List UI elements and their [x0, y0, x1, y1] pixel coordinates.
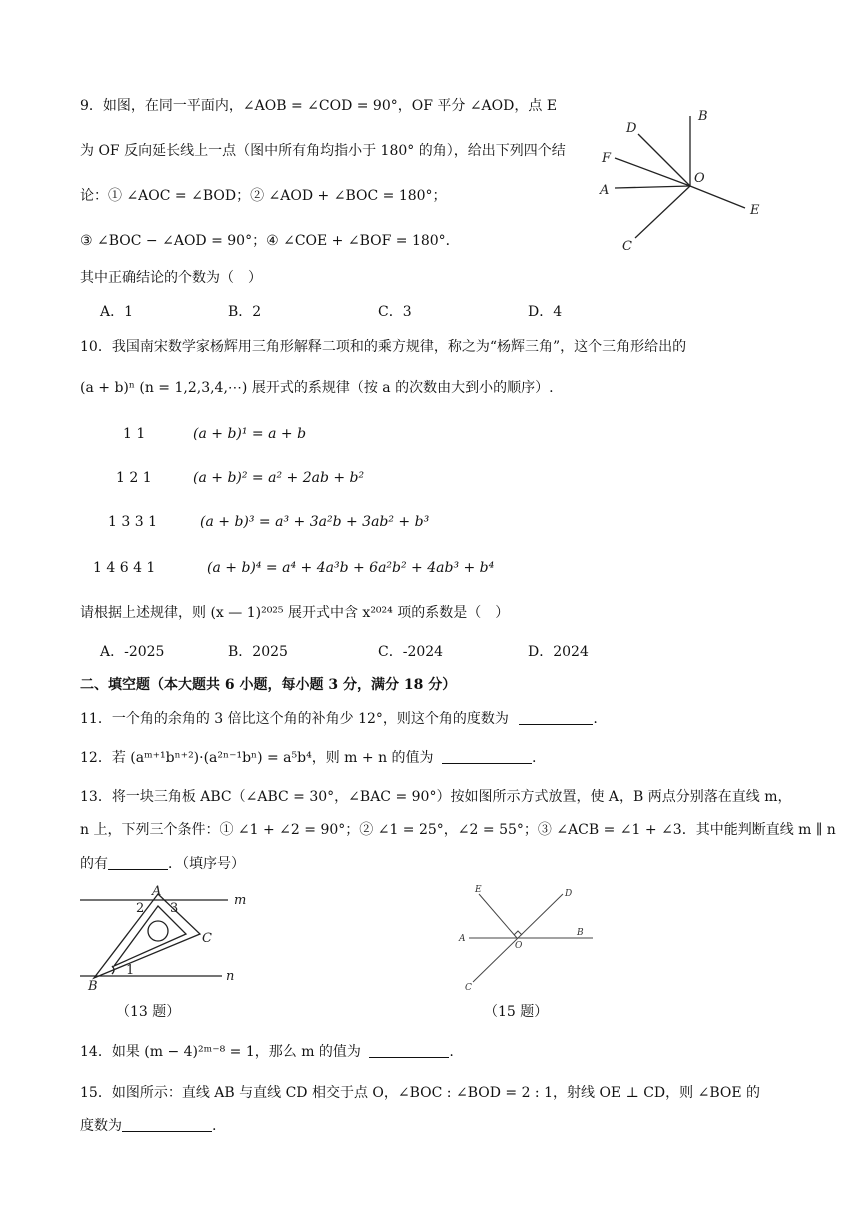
q14-text: 14．如果 (m − 4)²ᵐ⁻⁸ = 1，那么 m 的值为 [80, 1044, 361, 1060]
q15-figure-caption: （15 题） [484, 1004, 549, 1020]
fig9-label-o: O [694, 171, 705, 186]
q11-answer-blank[interactable] [519, 710, 593, 725]
q14-answer-blank[interactable] [369, 1043, 449, 1058]
q12-text: 12．若 (aᵐ⁺¹bⁿ⁺²)·(a²ⁿ⁻¹bⁿ) = a⁵b⁴，则 m + n 的值为 [80, 750, 434, 766]
fig13-label-c: C [202, 931, 212, 946]
q10-option-b[interactable]: B．2025 [228, 644, 288, 660]
fig13-label-3: 3 [170, 901, 179, 916]
triangle-row3-coeffs: 1 3 3 1 [108, 514, 157, 530]
q12-answer-blank[interactable] [442, 749, 532, 764]
q15-answer-blank[interactable] [122, 1117, 212, 1132]
q9-option-d[interactable]: D．4 [528, 304, 563, 320]
q13-line3-start: 的有 [80, 856, 108, 872]
q13-figure-caption: （13 题） [116, 1004, 181, 1020]
q9-option-c[interactable]: C．3 [378, 304, 412, 320]
fig9-label-d: D [626, 121, 637, 136]
q12-end: . [532, 750, 537, 766]
q9-line2: 为 OF 反向延长线上一点（图中所有角均指小于 180° 的角），给出下列四个结 [80, 143, 566, 159]
fig15-label-a: A [459, 934, 466, 944]
q10-option-d[interactable]: D．2024 [528, 644, 589, 660]
ray-oe [690, 186, 745, 208]
q13-answer-blank[interactable] [108, 855, 168, 870]
fig15-label-e: E [475, 885, 482, 895]
q10-option-a[interactable]: A．-2025 [100, 644, 165, 660]
fig15-label-b: B [577, 928, 584, 938]
triangle-row2-coeffs: 1 2 1 [116, 470, 152, 486]
fig9-label-c: C [622, 239, 632, 254]
q10-line3: 请根据上述规律，则 (x — 1)²⁰²⁵ 展开式中含 x²⁰²⁴ 项的系数是（ ） [80, 605, 510, 621]
fig15-label-o: O [515, 941, 523, 951]
q12-line [80, 748, 536, 768]
triangle-row1-formula: (a + b)¹ = a + b [193, 426, 307, 442]
ray-od [638, 134, 690, 186]
q13-line3-end: ．（填序号） [168, 856, 245, 872]
q13-line3 [80, 854, 245, 874]
fig13-label-b: B [88, 979, 98, 994]
q9-option-b[interactable]: B．2 [228, 304, 262, 320]
fig13-label-n: n [226, 969, 235, 984]
q9-line1: 9．如图，在同一平面内，∠AOB = ∠COD = 90°，OF 平分 ∠AOD，点 E [80, 98, 558, 114]
ray-oe [479, 894, 517, 938]
q9-line3: 论：① ∠AOC = ∠BOD；② ∠AOD + ∠BOC = 180°； [80, 188, 447, 204]
q15-end: . [212, 1118, 217, 1134]
q14-end: . [449, 1044, 454, 1060]
ray-oc [635, 186, 690, 238]
q9-line5: 其中正确结论的个数为（ ） [80, 270, 262, 286]
triangle-row4-coeffs: 1 4 6 4 1 [93, 560, 156, 576]
fig9-label-f: F [602, 151, 612, 166]
q9-figure [590, 100, 770, 260]
fig9-label-a: A [600, 183, 610, 198]
q10-line2: (a + b)ⁿ (n = 1,2,3,4,⋯) 展开式的系规律（按 a 的次数由大到小的顺序）. [80, 380, 554, 396]
fig9-label-b: B [698, 109, 708, 124]
section-heading: 二、填空题（本大题共 6 小题，每小题 3 分，满分 18 分） [80, 677, 457, 693]
fig13-label-1: 1 [126, 963, 135, 978]
q13-figure [76, 884, 256, 994]
triangle-row1-coeffs: 1 1 [123, 426, 146, 442]
q15-line1: 15．如图所示：直线 AB 与直线 CD 相交于点 O，∠BOC : ∠BOD = 2 : 1，射线 OE ⊥ CD，则 ∠BOE 的 [80, 1085, 761, 1101]
triangle-abc-outer [94, 894, 200, 978]
q11-line [80, 709, 598, 729]
fig13-label-2: 2 [136, 901, 145, 916]
triangle-row4-formula: (a + b)⁴ = a⁴ + 4a³b + 6a²b² + 4ab³ + b⁴ [207, 560, 495, 576]
triangle-row3-formula: (a + b)³ = a³ + 3a²b + 3ab² + b³ [200, 514, 430, 530]
triangle-hole [148, 921, 168, 941]
q13-line1: 13．将一块三角板 ABC（∠ABC = 30°，∠BAC = 90°）按如图所示方式放置，使 A，B 两点分别落在直线 m， [80, 789, 792, 805]
ray-oa [615, 186, 690, 188]
q9-option-a[interactable]: A．1 [100, 304, 134, 320]
right-angle-mark [514, 931, 522, 935]
fig15-label-c: C [465, 983, 472, 992]
q10-line1: 10．我国南宋数学家杨辉用三角形解释二项和的乘方规律，称之为“杨辉三角”，这个三角形给出的 [80, 339, 687, 355]
q11-text: 11．一个角的余角的 3 倍比这个角的补角少 12°，则这个角的度数为 [80, 711, 509, 727]
fig15-label-d: D [565, 889, 573, 899]
q9-line4: ③ ∠BOC − ∠AOD = 90°；④ ∠COE + ∠BOF = 180°． [80, 233, 460, 249]
q13-line2: n 上，下列三个条件：① ∠1 + ∠2 = 90°；② ∠1 = 25°，∠2 = 55°；③ ∠ACB = ∠1 + ∠3．其中能判断直线 m ∥ n [80, 822, 836, 838]
q10-option-c[interactable]: C．-2024 [378, 644, 444, 660]
q15-line2 [80, 1116, 216, 1136]
fig9-label-e: E [750, 203, 760, 218]
q15-line2-text: 度数为 [80, 1118, 122, 1134]
fig13-label-m: m [234, 893, 247, 908]
triangle-row2-formula: (a + b)² = a² + 2ab + b² [193, 470, 365, 486]
fig13-label-a: A [152, 884, 162, 899]
q15-figure [455, 880, 605, 992]
ray-of [615, 158, 690, 186]
q11-end: . [593, 711, 598, 727]
q14-line [80, 1042, 454, 1062]
